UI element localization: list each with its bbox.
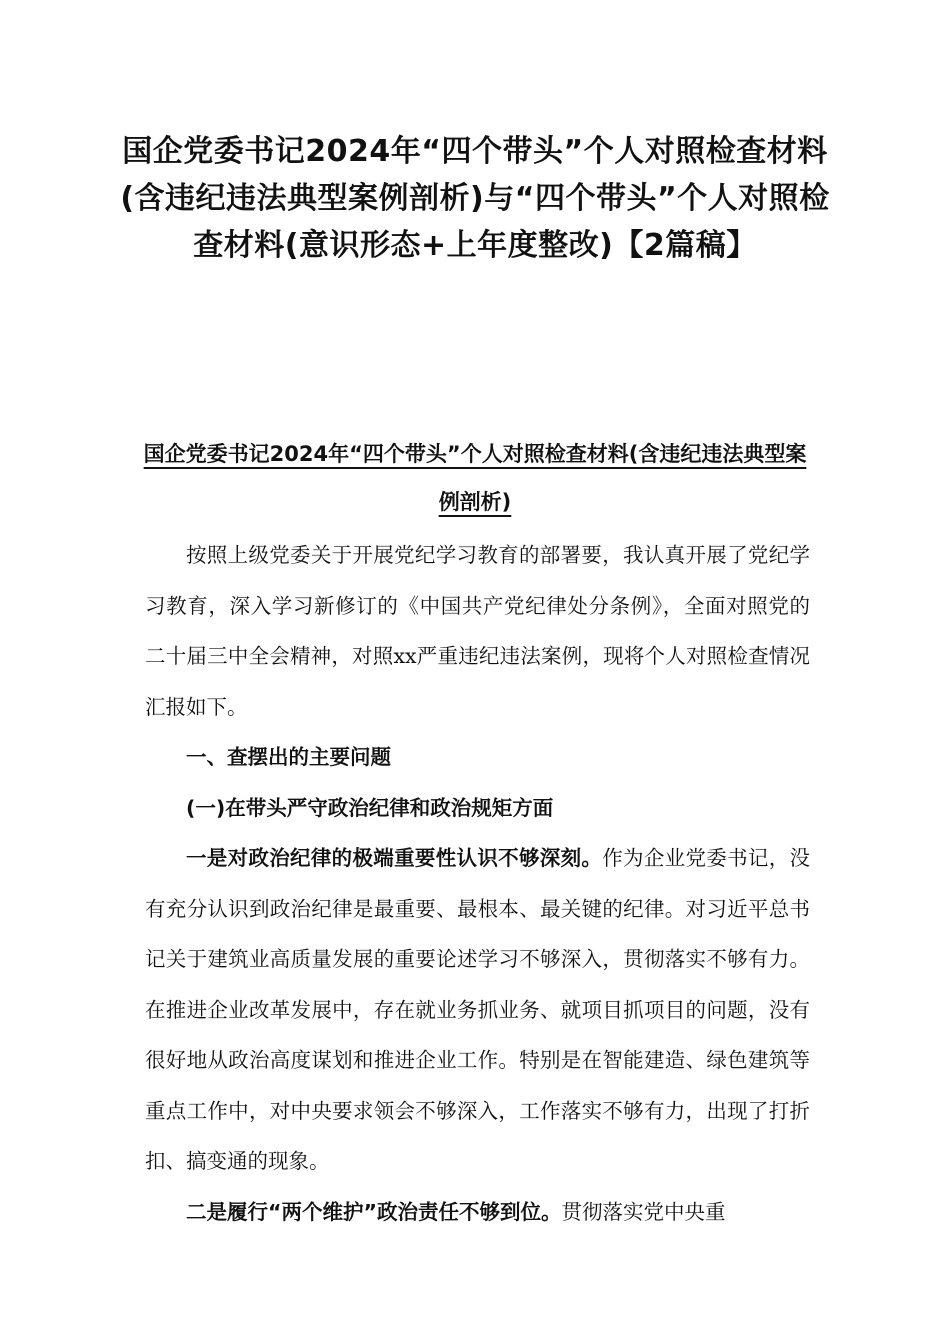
- point-1-text: 作为企业党委书记，没有充分认识到政治纪律是最重要、最根本、最关键的纪律。对习近平总书记关于建筑业高质量发展的重要论述学习不够深入，贯彻落实不够有力。在推进企业改革发展中，存在就业务抓业务、就项目抓项目的问题，没有很好地从政治高度谋划和推进企业工作。特别是在智能建造、绿色建筑等重点工作中，对中央要求领会不够深入，工作落实不够有力，出现了打折扣、搞变通的现象。: [145, 846, 811, 1173]
- heading-political-discipline: (一)在带头严守政治纪律和政治规矩方面: [186, 795, 554, 820]
- intro-paragraph: 按照上级党委关于开展党纪学习教育的部署要，我认真开展了党纪学习教育，深入学习新修订的《中国共产党纪律处分条例》，全面对照党的二十届三中全会精神，对照xx严重违纪违法案例，现将个人对照检查情况汇报如下。: [145, 543, 810, 719]
- heading-main-problems: 一、查摆出的主要问题: [186, 745, 391, 769]
- point-1-paragraph: [145, 833, 810, 1187]
- document-body: [145, 530, 810, 1237]
- section-title: 国企党委书记2024年“四个带头”个人对照检查材料(含违纪违法典型案例剖析): [143, 442, 807, 514]
- point-2-text: 贯彻落实党中央重: [561, 1199, 726, 1224]
- document-title: 国企党委书记2024年“四个带头”个人对照检查材料(含违纪违法典型案例剖析)与“四个带头”个人对照检查材料(意识形态+上年度整改)【2篇稿】: [120, 134, 830, 263]
- point-2-lead: 二是履行“两个维护”政治责任不够到位。: [186, 1199, 562, 1224]
- point-2-paragraph: [145, 1187, 810, 1238]
- point-1-lead: 一是对政治纪律的极端重要性认识不够深刻。: [186, 846, 603, 870]
